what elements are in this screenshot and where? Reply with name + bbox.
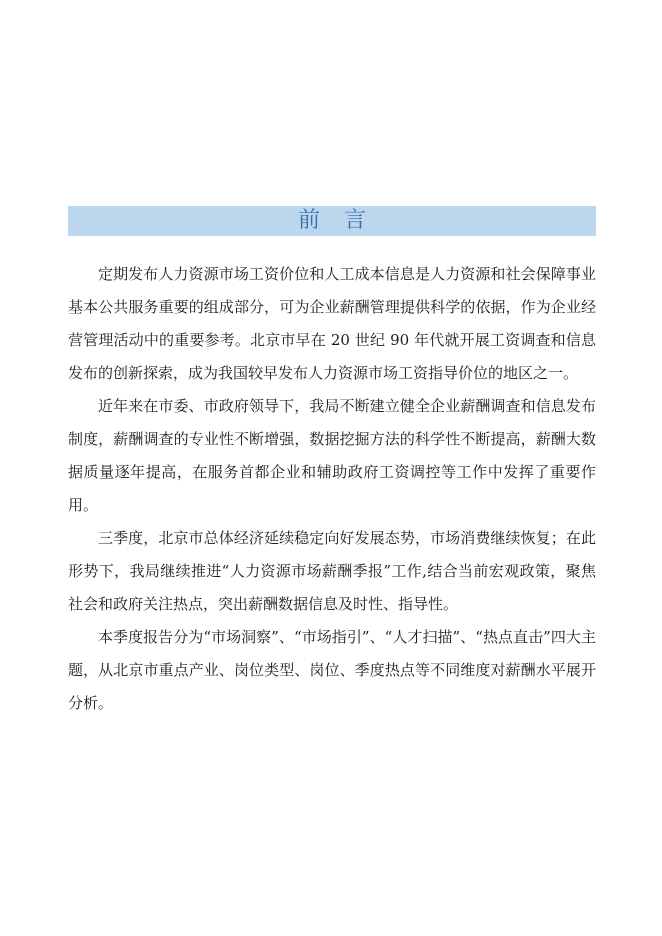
paragraph-2: 近年来在市委、市政府领导下，我局不断建立健全企业薪酬调查和信息发布制度，薪酬调查的专业性不断增强，数据挖掘方法的科学性不断提高，薪酬大数据质量逐年提高，在服务首都企业和辅助政府工资调控等工作中发挥了重要作用。 (68, 397, 596, 514)
preface-title-bar (68, 206, 596, 236)
paragraph-4: 本季度报告分为“市场洞察”、“市场指引”、“人才扫描”、“热点直击”四大主题，从北京市重点产业、岗位类型、岗位、季度热点等不同维度对薪酬水平展开分析。 (68, 628, 596, 712)
paragraph-1: 定期发布人力资源市场工资价位和人工成本信息是人力资源和社会保障事业基本公共服务重要的组成部分，可为企业薪酬管理提供科学的依据，作为企业经营管理活动中的重要参考。北京市早在 20 世纪 90 年代就开展工资调查和信息发布的创新探索，成为我国较早发布人力资源市场工资指导价位的地区之一。 (68, 265, 596, 382)
preface-body (68, 258, 596, 720)
page-title: 前言 (297, 208, 390, 233)
paragraph-3: 三季度，北京市总体经济延续稳定向好发展态势，市场消费继续恢复；在此形势下，我局继续推进“人力资源市场薪酬季报”工作,结合当前宏观政策，聚焦社会和政府关注热点，突出薪酬数据信息及时性、指导性。 (68, 529, 596, 613)
